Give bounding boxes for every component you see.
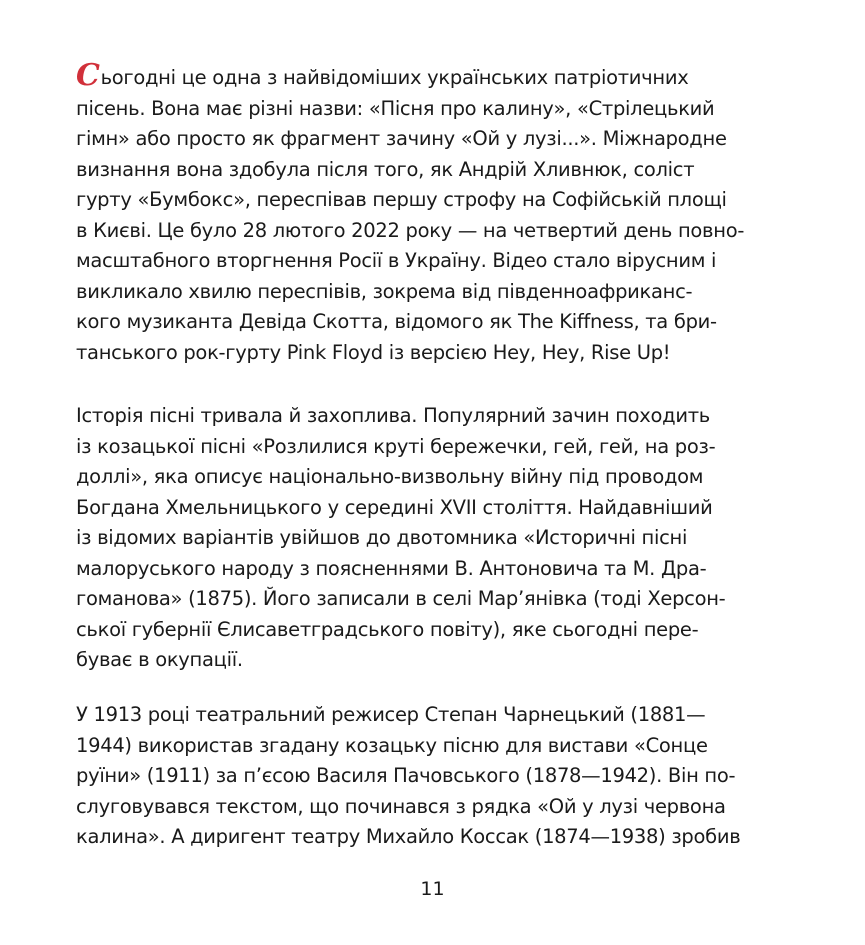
text-line: малоруського народу з поясненнями В. Антоновича та М. Дра- [76,556,707,580]
text-line: У 1913 році театральний режисер Степан Чарнецький (1881— [76,703,706,726]
text-line: пісень. Вона має різні назви: «Пісня про калину», «Стрілецький [76,96,715,120]
text-line: доллі», яка описує національно-визвольну війну під проводом [76,465,704,488]
text-line: руїни» (1911) за п’єсою Василя Пачовського (1878—1942). Він по- [76,764,736,787]
paragraph-3 [76,700,796,853]
text-line: Богдана Хмельницького у середині XVII століття. Найдавніший [76,495,713,519]
text-line: Історія пісні тривала й захоплива. Популярний зачин походить [76,404,710,427]
text-line: калина». А диригент театру Михайло Коссак (1874—1938) зробив [76,825,741,848]
page-number: 11 [420,878,445,900]
text-line: гоманова» (1875). Його записали в селі Мар’янівка (тоді Херсон- [76,587,726,610]
text-line: кого музиканта Девіда Скотта, відомого як The Kiffness, та бри- [76,310,717,333]
text-line: із козацької пісні «Розлилися круті бережечки, гей, гей, на роз- [76,434,716,458]
text-line: визнання вона здобула після того, як Андрій Хливнюк, соліст [76,157,695,181]
text-line: ської губернії Єлисаветградського повіту), яке сьогодні пере- [76,617,699,641]
text-line: слуговувався текстом, що починався з рядка «Ой у лузі червона [76,794,726,818]
text-line: Сьогодні це одна з найвідоміших українських патріотичних [76,58,689,93]
text-line: в Києві. Це було 28 лютого 2022 року — на четвертий день повно- [76,218,745,242]
text-line: 1944) використав згадану козацьку пісню для вистави «Сонце [76,733,708,757]
drop-cap: С [76,58,100,93]
text-line: викликало хвилю переспівів, зокрема від південноафриканс- [76,279,693,303]
paragraph-1 [76,58,796,368]
paragraph-2 [76,401,796,676]
text-line: гурту «Бумбокс», переспівав першу строфу на Софійській площі [76,188,727,211]
text-line: із відомих варіантів увійшов до двотомника «Историчні пісні [76,526,688,549]
text-line: буває в окупації. [76,648,243,671]
text-line: танського рок-гурту Pink Floyd із версією Hey, Hey, Rise Up! [76,340,671,364]
text-line: гімн» або просто як фрагмент зачину «Ой у лузі...». Міжнародне [76,127,727,150]
text-line: масштабного вторгнення Росії в Україну. Відео стало вірусним і [76,249,717,272]
